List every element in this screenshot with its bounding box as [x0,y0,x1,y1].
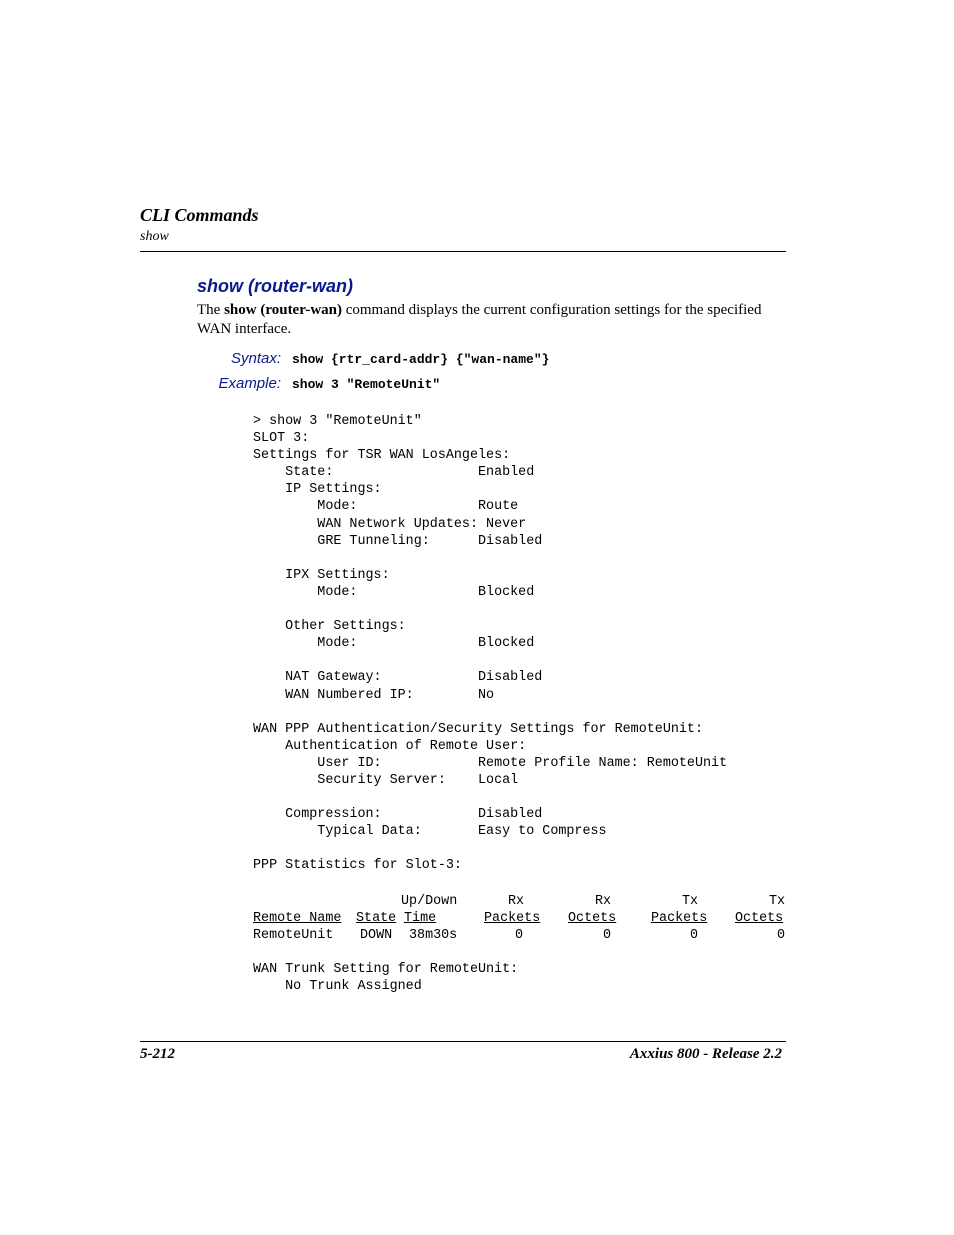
intro-post: command displays the current configuration settings for the specified WAN interface. [197,302,762,337]
output-line: SLOT 3: [253,431,310,447]
trunk-output [253,961,518,995]
output-line: Authentication of Remote User: [253,738,527,754]
output-line: Other Settings: [253,619,406,635]
syntax-label: Syntax: [230,350,281,367]
header-subtitle: show [140,229,169,244]
col-tx-packets: Packets [651,911,708,926]
col-rx-octets-top: Rx [595,894,612,909]
trunk-line: WAN Trunk Setting for RemoteUnit: [253,962,519,977]
output-line: User ID: Remote Profile Name: RemoteUnit [253,755,728,771]
output-line: IPX Settings: [253,567,390,583]
output-line: IP Settings: [253,482,382,498]
command-output [253,413,727,875]
output-line: Mode: Route [253,499,519,515]
output-line: Mode: Blocked [253,636,535,652]
row-state: DOWN [360,928,393,943]
col-tx-octets: Octets [735,911,784,926]
output-line: State: Enabled [253,465,535,481]
header-title: CLI Commands [140,205,259,225]
row-rx-octets: 0 [603,928,612,943]
output-line: Security Server: Local [253,772,519,788]
row-tx-packets: 0 [690,928,699,943]
example-command: show 3 "RemoteUnit" [292,377,441,392]
output-line: GRE Tunneling: Disabled [253,533,543,549]
row-tx-octets: 0 [777,928,786,943]
output-line: Mode: Blocked [253,584,535,600]
output-line: Compression: Disabled [253,807,543,823]
output-line: WAN Numbered IP: No [253,687,495,703]
col-rx-packets: Packets [484,911,541,926]
row-rx-packets: 0 [515,928,524,943]
product-release: Axxius 800 - Release 2.2 [629,1046,782,1062]
col-rx-octets: Octets [568,911,617,926]
output-line: > show 3 "RemoteUnit" [253,414,422,429]
col-tx-packets-top: Tx [682,894,699,909]
intro-paragraph [197,301,787,339]
col-rx-packets-top: Rx [508,894,525,909]
page-number: 5-212 [140,1046,175,1062]
section-title: show (router-wan) [197,276,353,296]
syntax-command: show {rtr_card-addr} {"wan-name"} [292,352,550,367]
output-line: WAN Network Updates: Never [253,516,527,532]
col-tx-octets-top: Tx [769,894,786,909]
col-time: Time [404,911,437,926]
intro-pre: The [197,302,225,318]
output-line: PPP Statistics for Slot-3: [253,858,462,874]
intro-command: show (router-wan) [224,302,342,318]
col-updown-top: Up/Down [401,894,458,909]
row-time: 38m30s [409,928,458,943]
footer-rule [140,1041,786,1042]
header-rule [140,251,786,252]
output-line: Typical Data: Easy to Compress [253,824,607,840]
output-line: Settings for TSR WAN LosAngeles: [253,448,511,464]
example-label: Example: [218,375,281,392]
col-remote-name: Remote Name [253,911,342,926]
output-line: NAT Gateway: Disabled [253,670,543,686]
row-remote-name: RemoteUnit [253,928,334,943]
col-state: State [356,911,397,926]
output-line: WAN PPP Authentication/Security Settings for RemoteUnit: [253,721,703,737]
trunk-line: No Trunk Assigned [253,979,422,995]
